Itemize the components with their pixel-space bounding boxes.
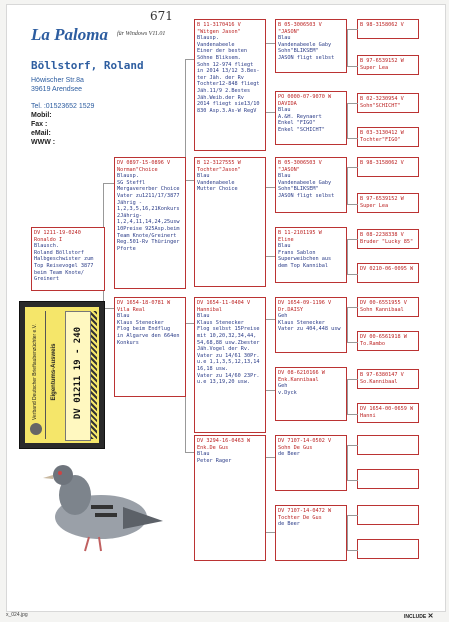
address-street: Höwischer Str.8a bbox=[31, 77, 84, 84]
pigeon-name: Vila Real bbox=[117, 306, 146, 313]
pigeon-name: Super Lea bbox=[360, 64, 389, 71]
pigeon-detail: Sohn"BLIKSEM" bbox=[278, 48, 319, 55]
pigeon-detail: Mutter Choice bbox=[197, 186, 238, 193]
pigeon-name: Bruder "Lucky 85" bbox=[360, 238, 414, 245]
pigeon-detail: Klaus Stenecker bbox=[278, 319, 325, 326]
pigeon-g8[interactable] bbox=[357, 263, 419, 283]
ring-number: DV 0897-15-0896 V bbox=[117, 160, 171, 166]
pigeon-detail: 54,68,88 usw.Zbester bbox=[197, 339, 260, 346]
pigeon-g15-empty[interactable] bbox=[357, 505, 419, 525]
pigeon-detail: SG Steffl bbox=[117, 179, 146, 186]
connector-fff bbox=[347, 29, 358, 67]
pigeon-g4[interactable] bbox=[357, 127, 419, 147]
pigeon-detail: Vater zu 14/61 30Pr. bbox=[197, 352, 260, 359]
ring-number: DV 1654-00-0659 W bbox=[360, 406, 414, 412]
pigeon-detail: ter Jäh. der Rv bbox=[197, 74, 244, 81]
pigeon-fmm[interactable] bbox=[275, 227, 347, 283]
pigeon-detail: Enkel "FIGO" bbox=[278, 120, 316, 127]
pigeon-g5[interactable] bbox=[357, 157, 419, 177]
pigeon-ff[interactable] bbox=[194, 19, 266, 151]
pigeon-detail: de Beer bbox=[278, 521, 300, 528]
owner-name: Böllstorf, Roland bbox=[31, 59, 144, 72]
ring-number: DV 7107-14-0502 V bbox=[278, 438, 332, 444]
footer-right-label bbox=[404, 612, 434, 620]
pigeon-detail: JASON fligt selbst bbox=[278, 192, 335, 199]
pigeon-detail: Blau bbox=[278, 243, 291, 250]
ring-number: B 98-3158062 V bbox=[360, 160, 404, 166]
tel-line: Tel. :01523652 1529 bbox=[31, 103, 95, 110]
pigeon-detail: Blausp. bbox=[117, 173, 139, 180]
pigeon-detail: JASON fligt selbst bbox=[278, 54, 335, 61]
pigeon-detail: Blausch. bbox=[34, 243, 59, 250]
footer-include-label: INCLUDE bbox=[404, 614, 427, 620]
connector-mfm bbox=[347, 379, 358, 415]
pigeon-photo bbox=[35, 451, 165, 561]
pigeon-name: Sohn Kannibaal bbox=[360, 306, 404, 313]
connector-fmm bbox=[347, 239, 358, 275]
pigeon-detail: mit 10,20,32,34,44, bbox=[197, 332, 257, 339]
www-line: WWW : bbox=[31, 139, 56, 146]
pigeon-detail: Jäh.11/9 2.Bestes bbox=[197, 87, 251, 94]
pigeon-detail: Vater zu 14/60 23Pr. bbox=[197, 372, 260, 379]
pigeon-detail: Geh bbox=[278, 383, 288, 390]
ring-number: B 02-3230954 V bbox=[360, 96, 404, 102]
pigeon-subject[interactable] bbox=[31, 227, 105, 291]
pigeon-detail: u.e 13,19,20 usw. bbox=[197, 379, 251, 386]
pigeon-detail: Konkurs bbox=[117, 339, 139, 346]
pigeon-name: "JASON" bbox=[278, 28, 300, 35]
card-pattern-strip bbox=[91, 311, 97, 439]
ring-number: B 05-3006503 V bbox=[278, 160, 322, 166]
pigeon-detail: Jährig - bbox=[117, 199, 142, 206]
pigeon-detail: 830 Asp.3.As-W RegV bbox=[197, 107, 257, 114]
pigeon-detail: Blau bbox=[117, 313, 130, 320]
ring-number: B 97-6380147 V bbox=[360, 372, 404, 378]
pigeon-mother[interactable] bbox=[114, 297, 186, 397]
pigeon-name: Sohn"SCHICHT" bbox=[360, 102, 401, 109]
pigeon-g3[interactable] bbox=[357, 93, 419, 113]
ring-number: B 11-3170416 V bbox=[197, 22, 241, 28]
connector-mff bbox=[347, 307, 358, 343]
ownership-card-face bbox=[25, 307, 99, 443]
pigeon-detail: 16,18 usw. bbox=[197, 365, 229, 372]
pigeon-name: To.Rambo bbox=[360, 340, 385, 347]
pigeon-detail: Blau bbox=[197, 451, 210, 458]
fax-line: Fax : bbox=[31, 121, 48, 128]
pedigree-sheet bbox=[6, 4, 446, 612]
pigeon-detail: Blau bbox=[197, 173, 210, 180]
pigeon-detail: Frans Sablon bbox=[278, 249, 316, 256]
card-club-name: Verband Deutscher Brieftaubenzüchter e.V. bbox=[32, 324, 38, 420]
pigeon-detail: Einer der besten bbox=[197, 48, 247, 55]
pigeon-detail: Blausp. bbox=[197, 35, 219, 42]
ring-number: DV 3294-16-0463 W bbox=[197, 438, 251, 444]
pigeon-detail: Blau bbox=[278, 35, 291, 42]
pigeon-name: "Witgen Jason" bbox=[197, 28, 241, 35]
pigeon-name: Hanni bbox=[360, 412, 376, 419]
pigeon-detail: Klaus Stenecker bbox=[117, 319, 164, 326]
pigeon-g2[interactable] bbox=[357, 55, 419, 75]
connector-ffm bbox=[347, 103, 358, 139]
pigeon-mff[interactable] bbox=[275, 297, 347, 353]
ring-number: DV 00-6561918 W bbox=[360, 334, 407, 340]
connector-fmf bbox=[347, 167, 358, 205]
ring-number: B 03-3130412 W bbox=[360, 130, 404, 136]
pigeon-g6[interactable] bbox=[357, 193, 419, 213]
club-seal-icon bbox=[30, 423, 42, 435]
pigeon-name: Eline bbox=[278, 236, 294, 243]
pigeon-mfm[interactable] bbox=[275, 367, 347, 421]
pigeon-g14-empty[interactable] bbox=[357, 469, 419, 489]
pigeon-detail: Blau bbox=[197, 313, 210, 320]
pigeon-detail: 10Preise 925Asp.beim bbox=[117, 225, 180, 232]
pigeon-g1[interactable] bbox=[357, 19, 419, 39]
mobil-line: Mobil: bbox=[31, 112, 52, 119]
pigeon-detail: Team Knote/Greinert bbox=[117, 232, 177, 239]
pigeon-ffm[interactable] bbox=[275, 91, 347, 145]
pigeon-detail: Peter Rager bbox=[197, 457, 232, 464]
ring-number: B 97-6539152 W bbox=[360, 196, 404, 202]
pigeon-father[interactable] bbox=[114, 157, 186, 289]
pigeon-detail: beim Team Knote/ bbox=[34, 269, 84, 276]
card-ring-number: DV 01211 19 - 240 bbox=[73, 326, 83, 420]
pigeon-g12[interactable] bbox=[357, 403, 419, 423]
pigeon-name: Norman"Choice bbox=[117, 166, 158, 173]
pigeon-g11[interactable] bbox=[357, 369, 419, 389]
pigeon-g10[interactable] bbox=[357, 331, 419, 351]
pigeon-detail: Sohn 12-974 fliegt bbox=[197, 61, 254, 68]
pigeon-detail: Söhne Bliksem. bbox=[197, 54, 241, 61]
pigeon-name: So.Kannibaal bbox=[360, 378, 398, 385]
pigeon-detail: 2014 fliegt sie13/10 bbox=[197, 101, 260, 108]
ring-number: DV 08-6210166 W bbox=[278, 370, 325, 376]
pigeon-detail: Greinert bbox=[34, 276, 59, 283]
pigeon-fmf[interactable] bbox=[275, 157, 347, 213]
ownership-card bbox=[19, 301, 105, 449]
pigeon-mmm[interactable] bbox=[275, 505, 347, 561]
pigeon-detail: Vandenabeele Gaby bbox=[278, 41, 332, 48]
pigeon-detail: Sohn"BLIKSEM" bbox=[278, 186, 319, 193]
handwritten-number: 671 bbox=[150, 9, 173, 23]
ring-number: B 11-2101195 W bbox=[278, 230, 322, 236]
pigeon-detail: Vandenabeele bbox=[197, 179, 235, 186]
pigeon-detail: in Algarve den 664en bbox=[117, 332, 180, 339]
pigeon-detail: 2Jährig- bbox=[117, 212, 142, 219]
pigeon-detail: 1,2,3,5,16,21Konkurs bbox=[117, 206, 180, 213]
ring-number: B 05-3006503 V bbox=[278, 22, 322, 28]
pigeon-detail: A.&H. Reynaert bbox=[278, 113, 322, 120]
pigeon-detail: Pforte bbox=[117, 245, 136, 252]
pigeon-detail: u.e 1,1,3,5,12,13,14 bbox=[197, 359, 260, 366]
ring-number: B 98-3158062 V bbox=[360, 22, 404, 28]
pigeon-mf[interactable] bbox=[194, 297, 266, 433]
pigeon-name: Dr.DAISY bbox=[278, 306, 303, 313]
connector-mmm bbox=[347, 515, 358, 551]
pigeon-detail: Tochter12-848 fliegt bbox=[197, 81, 260, 88]
ring-number: B 97-6539152 W bbox=[360, 58, 404, 64]
pigeon-fff[interactable] bbox=[275, 19, 347, 73]
card-club-strip bbox=[27, 311, 46, 439]
ring-number: DV 1654-09-1196 V bbox=[278, 300, 332, 306]
ring-number: DV 1211-19-0240 bbox=[34, 230, 81, 236]
card-title: Eigentums-Ausweis bbox=[51, 343, 57, 401]
pigeon-detail: Reg.501-Rv Thüringer bbox=[117, 239, 180, 246]
ring-number: DV 1654-18-0781 W bbox=[117, 300, 171, 306]
pigeon-mm[interactable] bbox=[194, 435, 266, 561]
pigeon-detail: Geh bbox=[278, 313, 288, 320]
pigeon-detail: 1,2,4,11,14,24,25usw bbox=[117, 219, 180, 226]
pigeon-name: DAVIDA bbox=[278, 100, 297, 107]
pigeon-detail: Vater zu1211/17/3877 bbox=[117, 192, 180, 199]
connector-mmf bbox=[347, 445, 358, 481]
pigeon-name: Tochter De Gus bbox=[278, 514, 322, 521]
pigeon-detail: Mergavererber Choice bbox=[117, 186, 180, 193]
ring-number: B 12-3127555 W bbox=[197, 160, 241, 166]
pigeon-detail: Roland Böllstorf bbox=[34, 249, 84, 256]
brand-tagline: für Windows V11.01 bbox=[117, 31, 166, 37]
email-line: eMail: bbox=[31, 130, 51, 137]
owner-address bbox=[31, 76, 94, 147]
pigeon-detail: v.Dyck bbox=[278, 389, 297, 396]
pigeon-name: Tochter"FIGO" bbox=[360, 136, 401, 143]
pigeon-name: "JASON" bbox=[278, 166, 300, 173]
pigeon-fm[interactable] bbox=[194, 157, 266, 287]
pigeon-mmf[interactable] bbox=[275, 435, 347, 491]
pigeon-detail: Flog beim Endflug bbox=[117, 326, 171, 333]
ring-number: DV 7107-14-0472 W bbox=[278, 508, 332, 514]
pigeon-detail: Halbgeschwister zum bbox=[34, 256, 94, 263]
pigeon-g16-empty[interactable] bbox=[357, 539, 419, 559]
brand-logo: La Paloma bbox=[31, 25, 108, 44]
pigeon-detail: Enkel "SCHICHT" bbox=[278, 126, 325, 133]
pigeon-detail: Klaus Stenecker bbox=[197, 319, 244, 326]
pigeon-name: Enk.De Gus bbox=[197, 444, 229, 451]
footer-filename: x_024.jpg bbox=[6, 612, 28, 618]
pigeon-detail: Blau bbox=[278, 173, 291, 180]
pigeon-detail: Top Reisevogel 3877 bbox=[34, 262, 94, 269]
pigeon-detail: de Beer bbox=[278, 451, 300, 458]
pigeon-detail: Jäh.Vogel der Rv. bbox=[197, 346, 251, 353]
pigeon-detail: in 2014 13/12 3.Bes- bbox=[197, 68, 260, 75]
pigeon-name: Ronaldo I bbox=[34, 236, 63, 243]
card-title-strip bbox=[47, 311, 61, 439]
pigeon-detail: Vandenabeele Gaby bbox=[278, 179, 332, 186]
pigeon-name: Sohn De Gus bbox=[278, 444, 313, 451]
pigeon-detail: Jäh.Weib.der Rv bbox=[197, 94, 244, 101]
card-ring-strip bbox=[65, 311, 91, 441]
pigeon-g7[interactable] bbox=[357, 229, 419, 249]
ring-number: DV 00-6551955 V bbox=[360, 300, 407, 306]
address-city: 39619 Arendsee bbox=[31, 86, 82, 93]
pigeon-g13-empty[interactable] bbox=[357, 435, 419, 455]
pigeon-detail: Vater zu 404,448 usw bbox=[278, 326, 341, 333]
pigeon-name: Hannibal bbox=[197, 306, 222, 313]
pigeon-detail: Blau bbox=[278, 107, 291, 114]
pigeon-name: Enk.Kannibaal bbox=[278, 376, 319, 383]
pigeon-name: Super Lea bbox=[360, 202, 389, 209]
pigeon-detail: dem Top Kannibal bbox=[278, 262, 328, 269]
ring-number: DV 1654-11-0404 V bbox=[197, 300, 251, 306]
pigeon-detail: Flog selbst 15Preise bbox=[197, 326, 260, 333]
close-x-icon: ✕ bbox=[427, 613, 434, 620]
pigeon-g9[interactable] bbox=[357, 297, 419, 317]
pigeon-detail: Superweibchen aus bbox=[278, 256, 332, 263]
ring-number: DV 0210-06-0095 W bbox=[360, 266, 414, 272]
ring-number: PO 0000-07-9070 W bbox=[278, 94, 332, 100]
pigeon-name: Tochter"Jason" bbox=[197, 166, 241, 173]
pigeon-detail: Vandenabeele bbox=[197, 41, 235, 48]
ring-number: B 08-2238338 V bbox=[360, 232, 404, 238]
